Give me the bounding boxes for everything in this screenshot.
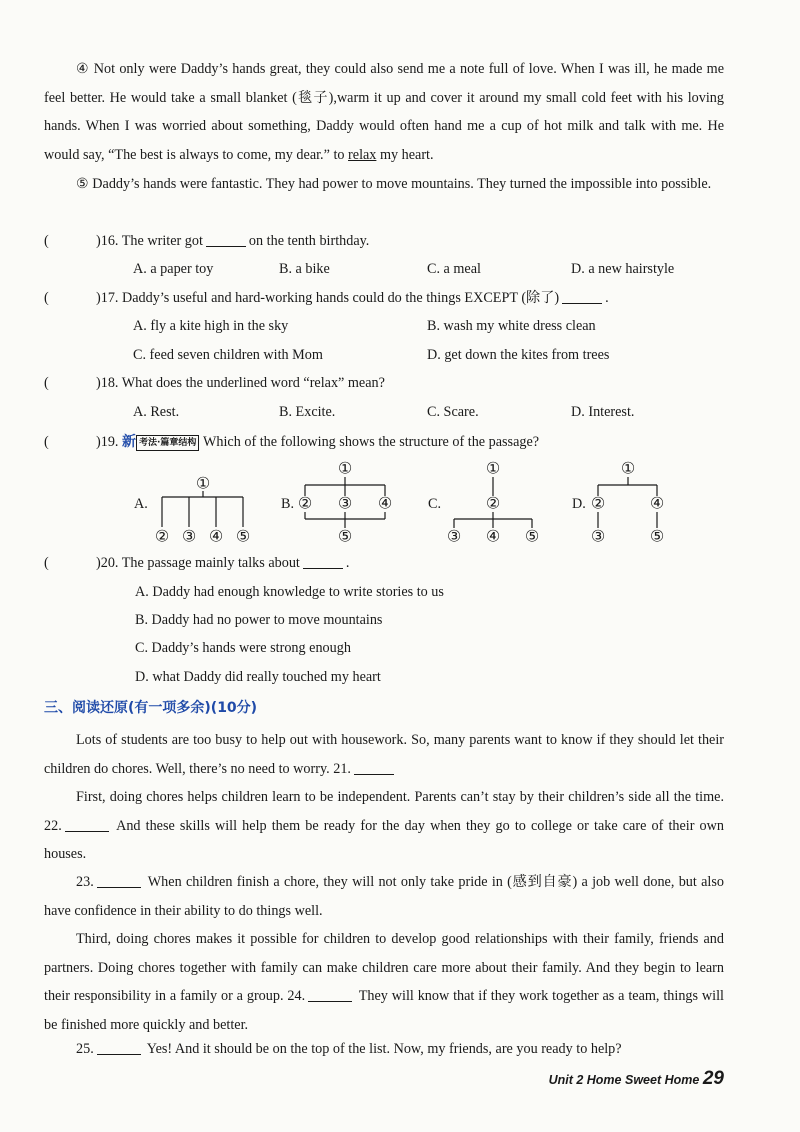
- node-2: ②: [590, 493, 606, 513]
- option-16-a[interactable]: A. a paper toy: [133, 261, 214, 277]
- question-type-tag: 考法·篇章结构: [136, 435, 199, 451]
- blank-number: 25.: [76, 1041, 94, 1057]
- answer-blank-22[interactable]: [65, 817, 109, 832]
- option-18-c[interactable]: C. Scare.: [427, 404, 479, 420]
- answer-blank-24[interactable]: [308, 987, 352, 1002]
- page-footer: [520, 1068, 724, 1090]
- option-17-d[interactable]: D. get down the kites from trees: [427, 347, 610, 363]
- option-17-a[interactable]: A. fly a kite high in the sky: [133, 318, 289, 334]
- option-18-a[interactable]: A. Rest.: [133, 404, 180, 420]
- option-20-b[interactable]: B. Daddy had no power to move mountains: [135, 612, 383, 628]
- node-3: ③: [446, 526, 462, 546]
- option-17-b[interactable]: B. wash my white dress clean: [427, 318, 596, 334]
- paragraph-number: ⑤: [76, 176, 89, 192]
- node-5: ⑤: [337, 526, 353, 546]
- blank-number: 22.: [44, 817, 62, 834]
- option-17-c[interactable]: C. feed seven children with Mom: [133, 347, 323, 363]
- option-19-a[interactable]: A.: [134, 496, 148, 512]
- node-5: ⑤: [524, 526, 540, 546]
- node-1: ①: [485, 458, 501, 478]
- question-17: ( )17. Daddy’s useful and hard-working hands could do the things EXCEPT (除了) .: [44, 290, 609, 306]
- answer-blank[interactable]: [206, 232, 246, 247]
- underlined-word: relax: [348, 146, 377, 163]
- section3-paragraph-3: 23. When children finish a chore, they will not only take pride in (感到自豪) a job well done, but also have confidence in their ability to do things well.: [44, 874, 724, 919]
- option-19-c[interactable]: C.: [428, 496, 442, 512]
- node-1: ①: [620, 458, 636, 478]
- option-16-b[interactable]: B. a bike: [279, 261, 330, 277]
- passage-paragraph-4: ④ Not only were Daddy’s hands great, they could also send me a note full of love. When I was ill, he made me feel better. He would take a small blanket (毯子),warm it up and cover it around my small cold feet with his loving hands. When I was worried about something, Daddy would often hand me a cup of hot milk and talk with me. He would say, “The best is always to come, my dear.” to relax my heart.: [44, 61, 725, 163]
- option-19-b[interactable]: B.: [281, 496, 295, 512]
- structure-diagrams: [128, 455, 688, 550]
- node-4: ④: [377, 493, 393, 513]
- blank-number: 23.: [76, 874, 94, 890]
- answer-blank[interactable]: [303, 554, 343, 569]
- option-16-d[interactable]: D. a new hairstyle: [571, 261, 675, 277]
- question-number: 17.: [100, 290, 119, 306]
- option-19-d[interactable]: D.: [572, 496, 586, 512]
- section-title: 三、阅读还原(有一项多余)(10分): [44, 700, 258, 716]
- node-5: ⑤: [235, 526, 251, 546]
- passage-paragraph-5: ⑤ Daddy’s hands were fantastic. They had power to move mountains. They turned the impossible into possible.: [76, 176, 712, 192]
- node-2: ②: [297, 493, 313, 513]
- answer-blank[interactable]: [562, 289, 602, 304]
- question-number: 19.: [100, 434, 119, 450]
- answer-blank-21[interactable]: [354, 760, 394, 775]
- blank-number: 21.: [333, 760, 351, 777]
- node-4: ④: [649, 493, 665, 513]
- answer-blank-25[interactable]: [97, 1040, 141, 1055]
- option-18-d[interactable]: D. Interest.: [571, 404, 635, 420]
- paragraph-number: ④: [76, 61, 90, 77]
- node-5: ⑤: [649, 526, 665, 546]
- option-16-c[interactable]: C. a meal: [427, 261, 481, 277]
- question-19: ( )19. 新 考法·篇章结构 Which of the following shows the structure of the passage?: [44, 434, 540, 450]
- option-20-a[interactable]: A. Daddy had enough knowledge to write stories to us: [135, 584, 444, 600]
- option-20-d[interactable]: D. what Daddy did really touched my heart: [135, 669, 381, 685]
- section3-paragraph-2: First, doing chores helps children learn to be independent. Parents can’t stay by their children’s side all the time. 22. And these skills will help them be ready for the day when they go to college or take care of their own houses.: [44, 789, 724, 863]
- node-4: ④: [208, 526, 224, 546]
- node-4: ④: [485, 526, 501, 546]
- section3-paragraph-4: Third, doing chores makes it possible for children to develop good relationships with their family, friends and partners. Doing chores together with family can make children care more about their family. And they begin to learn their responsibility in a family or a group. 24. They will know that if they work together as a team, things will be finished more quickly and better.: [44, 931, 724, 1033]
- question-20: ( )20. The passage mainly talks about .: [44, 555, 350, 571]
- node-3: ③: [590, 526, 606, 546]
- node-1: ①: [195, 473, 211, 493]
- question-number: 20.: [100, 555, 119, 571]
- question-number: 16.: [100, 233, 119, 249]
- question-16: ( )16. The writer got on the tenth birthday.: [44, 233, 370, 249]
- option-18-b[interactable]: B. Excite.: [279, 404, 336, 420]
- unit-title: Unit 2 Home Sweet Home: [548, 1073, 700, 1087]
- section3-paragraph-1: Lots of students are too busy to help out with housework. So, many parents want to know if they should let their children do chores. Well, there’s no need to worry. 21.: [44, 732, 724, 777]
- node-1: ①: [337, 458, 353, 478]
- node-2: ②: [154, 526, 170, 546]
- node-3: ③: [337, 493, 353, 513]
- new-question-badge: 新: [122, 434, 137, 450]
- question-number: 18.: [100, 375, 119, 391]
- option-20-c[interactable]: C. Daddy’s hands were strong enough: [135, 640, 351, 656]
- node-2: ②: [485, 493, 501, 513]
- node-3: ③: [181, 526, 197, 546]
- section3-paragraph-5: 25. Yes! And it should be on the top of the list. Now, my friends, are you ready to help?: [76, 1041, 622, 1057]
- answer-blank-23[interactable]: [97, 873, 141, 888]
- blank-number: 24.: [287, 988, 306, 1005]
- page-number: 29: [702, 1068, 724, 1089]
- question-18: ( )18. What does the underlined word “relax” mean?: [44, 375, 385, 391]
